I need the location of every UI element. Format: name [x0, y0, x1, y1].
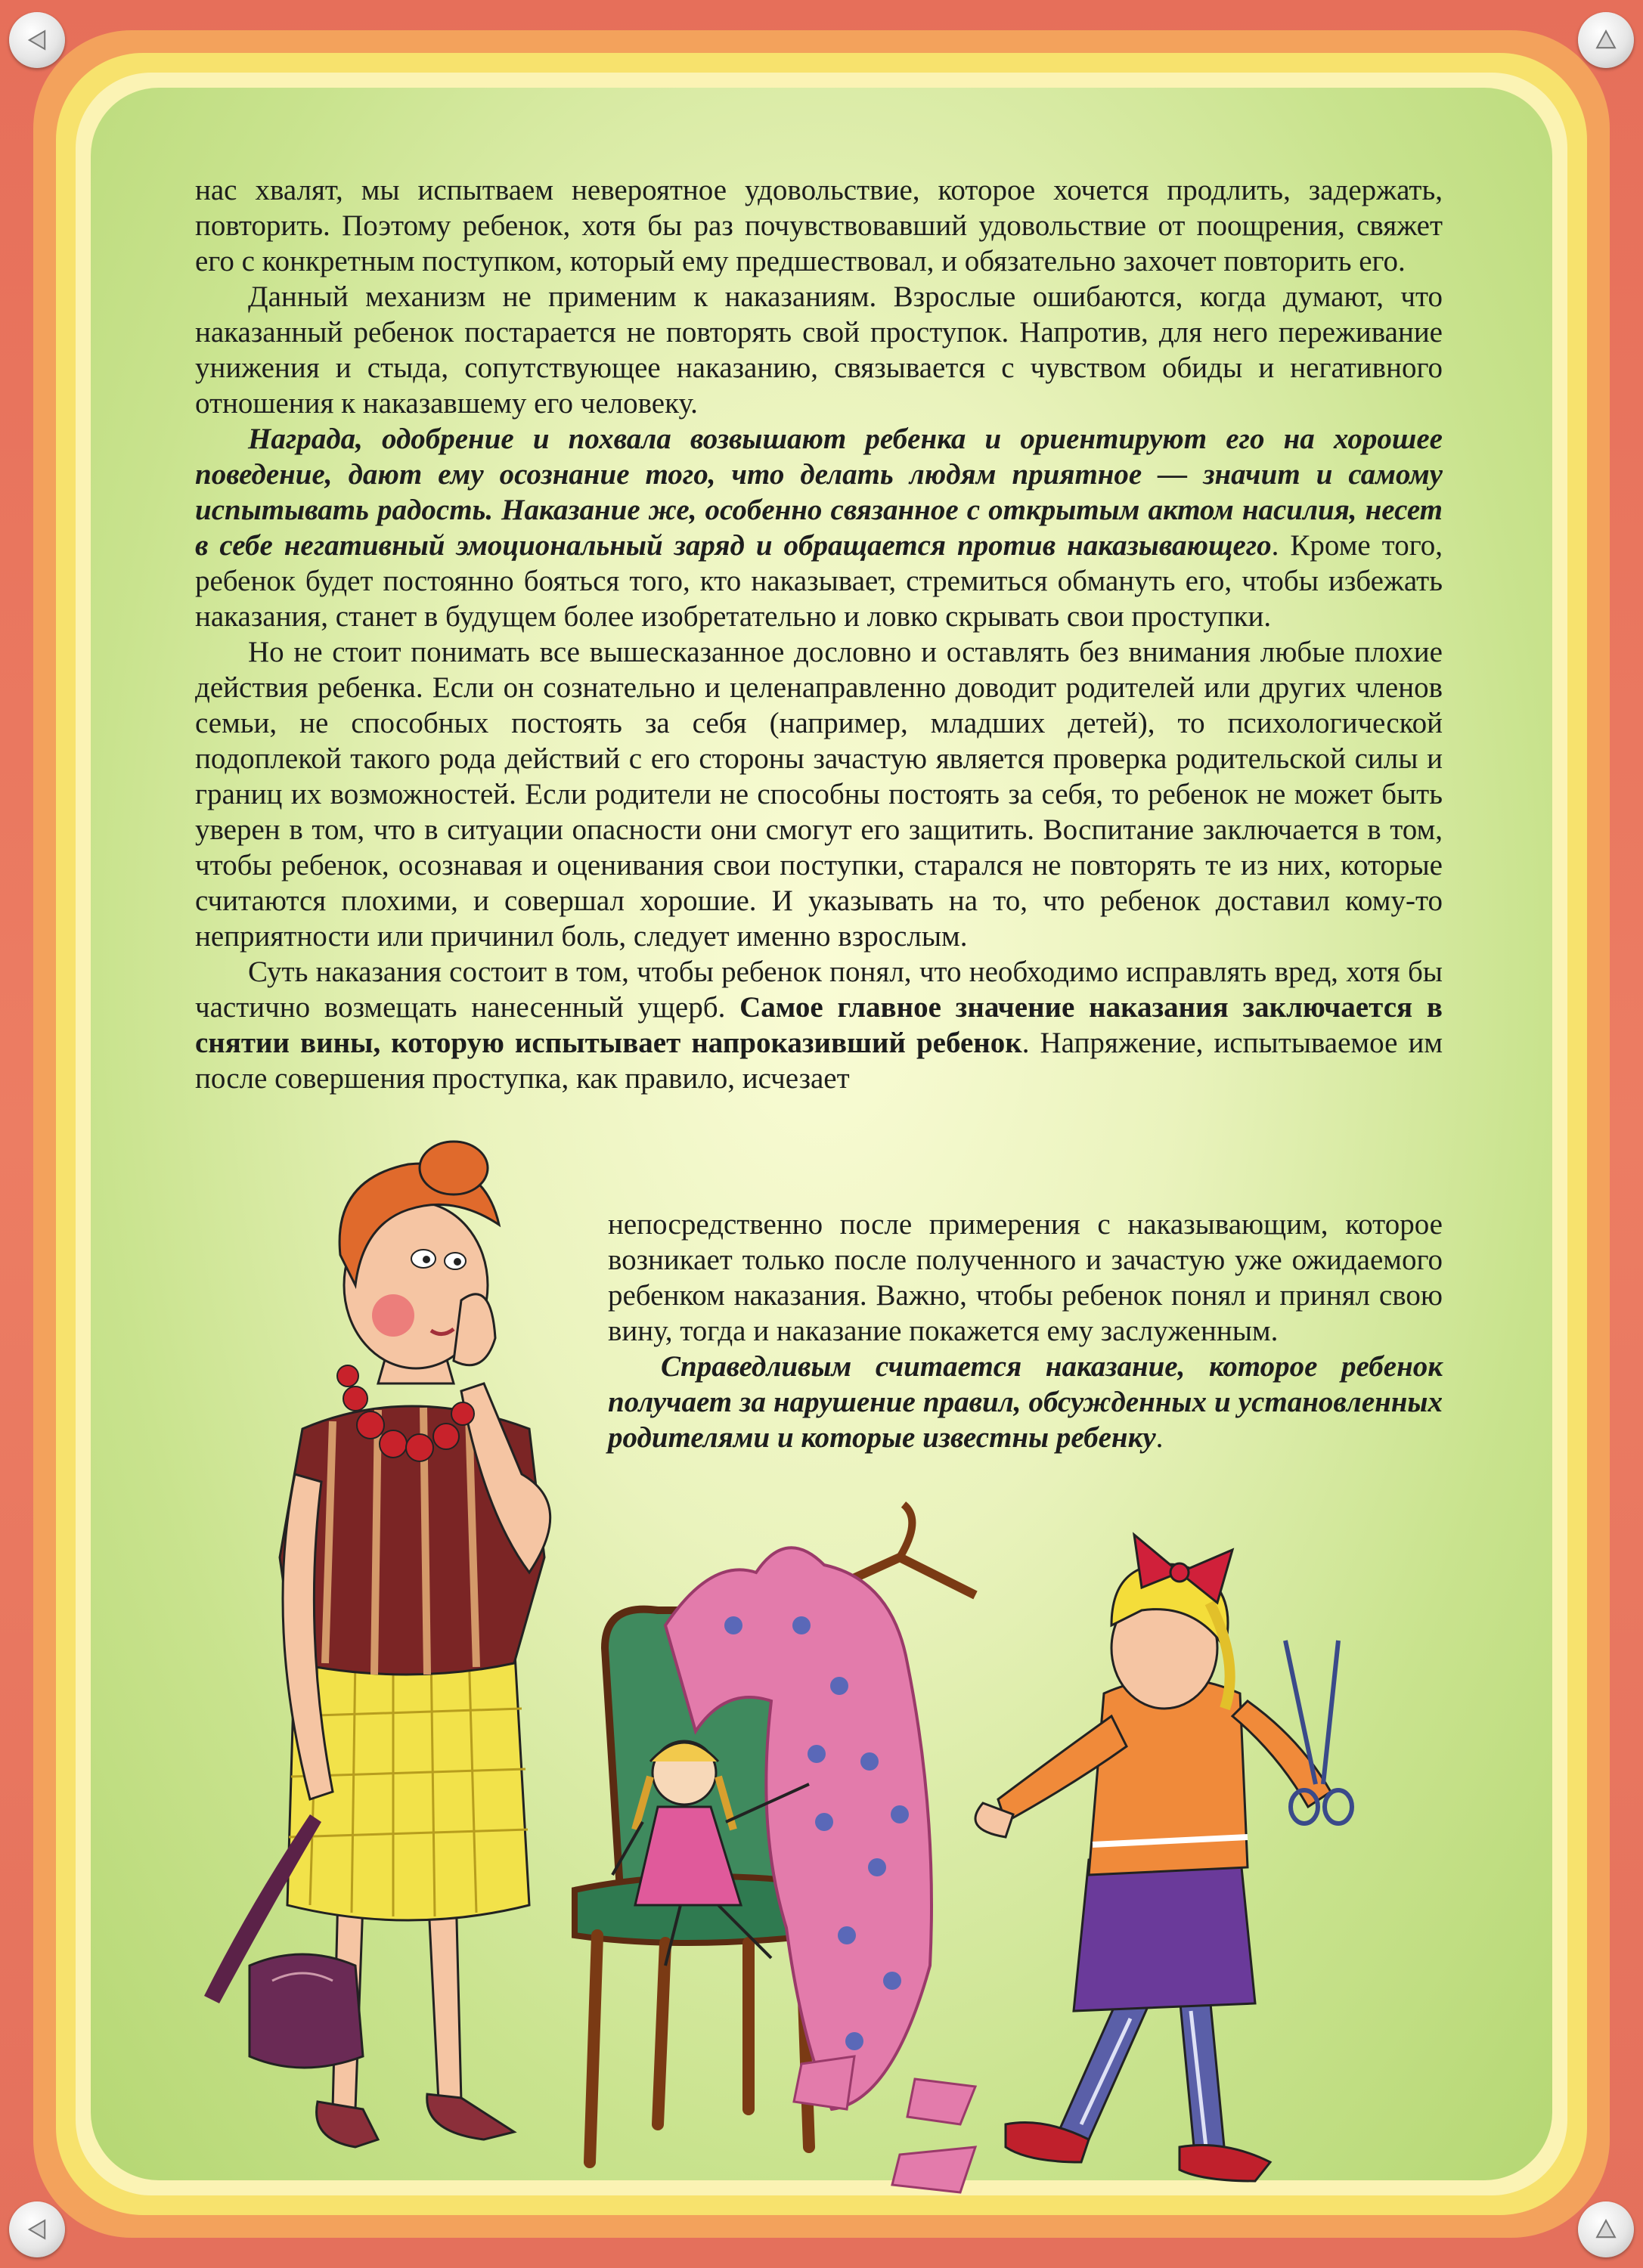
paragraph-3 — [195, 421, 1443, 634]
paragraph-6-emphasis: Справедливым считается наказание, которое ребенок получает за нарушение правил, обсужденных и установленных родителями и которые известны ребенку — [608, 1350, 1443, 1454]
article-body-narrow — [608, 1207, 1443, 1455]
paragraph-6 — [608, 1349, 1443, 1455]
paragraph-5-end: . Напряжение, испытываемое им после совершения проступка, как правило, исчезает — [195, 1027, 1443, 1095]
next-page-button[interactable] — [1578, 12, 1634, 68]
triangle-left-icon — [24, 2217, 50, 2242]
paragraph-4: Но не стоит понимать все вышесказанное дословно и оставлять без внимания любые плохие действия ребенка. Если он сознательно и целенаправленно доводит родителей или других членов семьи, не способных постоять за себя (например, младших детей), то психологической подоплекой такого рода действий с его стороны зачастую является проверка родительской силы и границ их возможностей. Если родители не способны постоять за себя, то ребенок не может быть уверен в том, что в ситуации опасности они смогут его защитить. Воспитание заключается в том, чтобы ребенок, осознавая и оценивания свои поступки, старался не повторять те из них, которые считаются плохими, и совершал хорошие. И указывать на то, что ребенок доставил кому-то неприятности или причинил боль, следует именно взрослым. — [195, 636, 1443, 953]
prev-page-button[interactable] — [9, 12, 65, 68]
paragraph-5 — [195, 954, 1443, 1096]
bottom-left-button[interactable] — [9, 2201, 65, 2257]
triangle-left-icon — [24, 27, 50, 53]
article-body — [195, 172, 1443, 1096]
paragraph-5-start: Суть наказания состоит в том, чтобы ребенок понял, что необходимо исправлять вред, хотя бы частично возмещать нанесенный ущерб. — [195, 956, 1443, 1024]
paragraph-1: нас хвалят, мы испытваем невероятное удовольствие, которое хочется продлить, задержать, повторить. Поэтому ребенок, хотя бы раз почувствовавший удовольствие от поощрения, свяжет его с конкретным поступком, который ему предшествовал, и обязательно захочет повторить его. — [195, 174, 1443, 277]
triangle-up-icon — [1593, 27, 1619, 53]
bottom-right-button[interactable] — [1578, 2201, 1634, 2257]
paragraph-6-end: . — [1155, 1421, 1164, 1454]
paragraph-3-text: . Кроме того, ребенок будет постоянно бояться того, кто наказывает, стремиться обмануть его, чтобы избежать наказания, станет в будущем более изобретательно и ловко скрывать свои проступки. — [195, 529, 1443, 633]
paragraph-5-continued: непосредственно после примерения с наказывающим, которое возникает только после полученного и зачастую уже ожидаемого ребенком наказания. Важно, чтобы ребенок понял и принял свою вину, тогда и наказание покажется ему заслуженным. — [608, 1208, 1443, 1347]
triangle-up-icon — [1593, 2217, 1619, 2242]
paragraph-3-emphasis: Награда, одобрение и похвала возвышают ребенка и ориентируют его на хорошее поведение, дают ему осознание того, что делать людям приятное — значит и самому испытывать радость. Наказание же, особенно связанное с открытым актом насилия, несет в себе негативный эмоциональный заряд и обращается против наказывающего — [195, 423, 1443, 562]
paragraph-2: Данный механизм не применим к наказаниям. Взрослые ошибаются, когда думают, что наказанный ребенок постарается не повторять свой проступок. Напротив, для него переживание унижения и стыда, сопутствующее наказанию, связывается с чувством обиды и негативного отношения к наказавшему его человеку. — [195, 280, 1443, 420]
paragraph-5-emphasis: Самое главное значение наказания заключается в снятии вины, которую испытывает напроказивший ребенок — [195, 991, 1443, 1059]
